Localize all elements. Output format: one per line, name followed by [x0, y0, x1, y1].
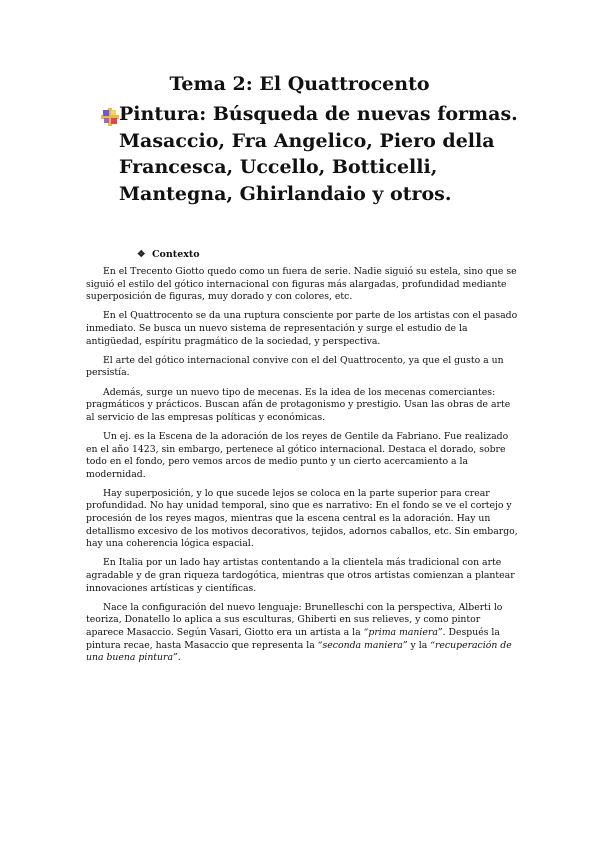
body-text — [86, 266, 518, 671]
diamond-bullet-icon: ❖ — [137, 249, 146, 260]
paragraph-text: . — [177, 652, 181, 664]
paragraph: El arte del gótico internacional convive con el del Quattrocento, ya que el gusto a un persistía. — [86, 354, 504, 379]
heading-block — [100, 101, 540, 207]
paragraph-last — [86, 602, 518, 665]
section-label: Contexto — [152, 249, 200, 260]
paragraph: En el Quattrocento se da una ruptura consciente por parte de los artistas con el pasado inmediato. Se busca un nuevo sistema de representación y surge el estudio de la antigüedad, espíritu pragmático de la sociedad, y perspectiva. — [86, 310, 518, 347]
paragraph: En el Trecento Giotto quedo como un fuera de serie. Nadie siguió su estela, sino que se siguió el estilo del gótico internacional con figuras más alargadas, profundidad mediante superposición de figuras, muy dorado y con colores, etc. — [86, 266, 517, 303]
section-heading: Pintura: Búsqueda de nuevas formas. Masaccio, Fra Angelico, Piero della Francesca, Uccello, Botticelli, Mantegna, Ghirlandaio y otros. — [119, 103, 518, 205]
paragraph: Hay superposición, y lo que sucede lejos se coloca en la parte superior para crear profundidad. No hay unidad temporal, sino que es narrativo: En el fondo se ve el cortejo y procesión de los reyes magos, mientras que la escena central es la adoración. Hay un detallismo excesivo de los motivos decorativos, tejidos, adornos caballos, etc. Sin embargo, hay una coherencia lógica espacial. — [86, 487, 518, 550]
paragraph-text: y la — [407, 639, 431, 651]
paragraph: Además, surge un nuevo tipo de mecenas. Es la idea de los mecenas comerciantes: pragmáticos y prácticos. Buscan afán de protagonismo y prestigio. Usan las obras de arte al servicio de las empresas políticas y económicas. — [86, 386, 511, 423]
page-title: Tema 2: El Quattrocento — [169, 73, 430, 95]
quote-prima-maniera: “prima maniera” — [363, 627, 443, 638]
paragraph: Un ej. es la Escena de la adoración de los reyes de Gentile da Fabriano. Fue realizado en el año 1423, sin embargo, pertenece al gótico internacional. Destaca el dorado, sobre todo en el fondo, pero vemos arcos de medio punto y un cierto acercamiento a la modernidad. — [86, 430, 509, 480]
paragraph-text: Nace la configuración del nuevo lenguaje: Brunelleschi con la perspectiva, Alberti lo teoriza, Donatello lo aplica a sus esculturas, Ghiberti en sus relieves, y como pintor aparece Masaccio. Según Vasari, Giotto era un artista a la — [86, 601, 503, 638]
colorful-cross-bullet-icon — [100, 107, 120, 127]
quote-seconda-maniera: “seconda maniera” — [317, 639, 408, 651]
paragraph: En Italia por un lado hay artistas contentando a la clientela más tradicional con arte agradable y de gran riqueza tardogótica, mientras que otros artistas comienzan a plantear innovaciones artísticas y científicas. — [86, 557, 515, 594]
paragraph-text: . Después la pintura recae, hasta Masaccio que representa la — [86, 627, 500, 651]
quote-recuperacion: “recuperación de una buena pintura” — [86, 639, 512, 664]
section-label-row — [137, 249, 200, 260]
